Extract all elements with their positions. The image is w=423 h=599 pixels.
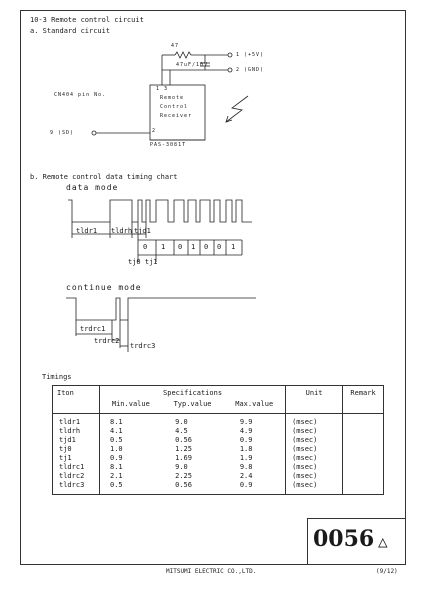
bit-5: 0 (217, 243, 222, 251)
col-max-header: Max.value (235, 400, 274, 408)
timing-typ-value: 4.5 (175, 427, 188, 435)
col-item-header: Iton (53, 386, 100, 414)
timing-item: tldr1 (59, 418, 81, 426)
timings-title: Timings (42, 373, 72, 381)
doc-number: 0056 (313, 526, 375, 552)
timing-typ-value: 0.56 (175, 481, 192, 489)
sd-label: 9 (SD) (50, 130, 75, 136)
timing-max-value: 4.9 (239, 427, 253, 435)
section-b-title: b. Remote control data timing chart (30, 173, 178, 181)
bit-1: 1 (161, 243, 166, 251)
timing-min-value: 0.5 (110, 436, 123, 444)
timing-unit: (msec) (292, 472, 318, 480)
spec-title: Specifications (163, 389, 223, 397)
bit-2: 0 (178, 243, 183, 251)
spec-values (100, 414, 286, 495)
remark-column (343, 414, 384, 495)
bit-3: 1 (191, 243, 196, 251)
pin2-label: 2 (GND) (236, 67, 265, 73)
module-pins-top: 1 3 (156, 86, 169, 92)
continue-mode-title: continue mode (66, 283, 142, 292)
col-unit-header: Unit (286, 386, 343, 414)
timing-min-value: 4.1 (110, 427, 123, 435)
timing-typ-value: 0.56 (175, 436, 192, 444)
col-remark-header: Remark (343, 386, 384, 414)
timing-min-value: 0.5 (110, 481, 123, 489)
unit-column (286, 414, 343, 495)
timing-max-value: 0.9 (239, 481, 253, 489)
bit-0: 0 (143, 243, 148, 251)
timing-unit: (msec) (292, 481, 318, 489)
timing-item: tldrh (59, 427, 81, 435)
timing-max-value: 9.8 (239, 463, 253, 471)
label-tjd1: tjd1 (134, 227, 151, 235)
bit-4: 0 (204, 243, 209, 251)
timing-typ-value: 2.25 (175, 472, 192, 480)
timing-unit: (msec) (292, 454, 318, 462)
label-trdrc1: trdrc1 (80, 325, 106, 333)
continue-waveform (66, 298, 256, 320)
col-typ-header: Typ.value (173, 400, 212, 408)
data-mode-title: data mode (66, 183, 119, 192)
timing-typ-value: 9.0 (175, 463, 188, 471)
part-number: PAS-3081T (150, 142, 187, 148)
bit-6: 1 (231, 243, 236, 251)
timing-min-value: 1.0 (110, 445, 123, 453)
timings-table (52, 385, 384, 495)
timing-unit: (msec) (292, 463, 318, 471)
revision-triangle-icon: △ (378, 532, 388, 551)
timing-typ-value: 9.0 (175, 418, 188, 426)
timing-max-value: 1.9 (239, 454, 253, 462)
label-tldr1: tldr1 (76, 227, 98, 235)
module-pin2: 2 (152, 128, 157, 134)
label-tldrh: tldrh (111, 227, 133, 235)
timing-min-value: 0.9 (110, 454, 123, 462)
timing-typ-value: 1.69 (175, 454, 192, 462)
timing-item: tldrc3 (59, 481, 85, 489)
module-text-2: Control (160, 104, 189, 110)
timing-min-value: 8.1 (110, 418, 123, 426)
pin1-label: 1 (+5V) (236, 52, 265, 58)
footer-company: MITSUMI ELECTRIC CO.,LTD. (166, 568, 257, 575)
timing-min-value: 2.1 (110, 472, 123, 480)
timing-unit: (msec) (292, 427, 318, 435)
section-heading: 10-3 Remote control circuit (30, 16, 144, 24)
timing-unit: (msec) (292, 418, 318, 426)
timing-item: tj0 (59, 445, 72, 453)
connector-label: CN404 pin No. (54, 92, 107, 98)
timing-max-value: 1.8 (239, 445, 253, 453)
label-trdrc3: trdrc3 (130, 342, 156, 350)
item-column (53, 414, 100, 495)
timing-item: tjd1 (59, 436, 76, 444)
col-min-header: Min.value (111, 400, 150, 408)
timing-unit: (msec) (292, 436, 318, 444)
footer-page: (9/12) (376, 568, 398, 575)
timing-min-value: 8.1 (110, 463, 123, 471)
timing-item: tldrc1 (59, 463, 85, 471)
cap-label: 47uF/10V (176, 62, 209, 68)
module-text-1: Remote (160, 95, 185, 101)
label-tj: tj0 tj1 (128, 258, 158, 266)
resistor-label: 47 (171, 43, 180, 49)
timing-unit: (msec) (292, 445, 318, 453)
section-a-title: a. Standard circuit (30, 27, 111, 35)
module-text-3: Receiver (160, 113, 193, 119)
col-spec-header (100, 386, 286, 414)
timing-item: tj1 (59, 454, 72, 462)
timing-max-value: 2.4 (239, 472, 253, 480)
timing-typ-value: 1.25 (175, 445, 192, 453)
timing-item: tldrc2 (59, 472, 85, 480)
timing-max-value: 9.9 (239, 418, 253, 426)
timing-max-value: 0.9 (239, 436, 253, 444)
label-trdrc2: trdrc2 (94, 337, 120, 345)
